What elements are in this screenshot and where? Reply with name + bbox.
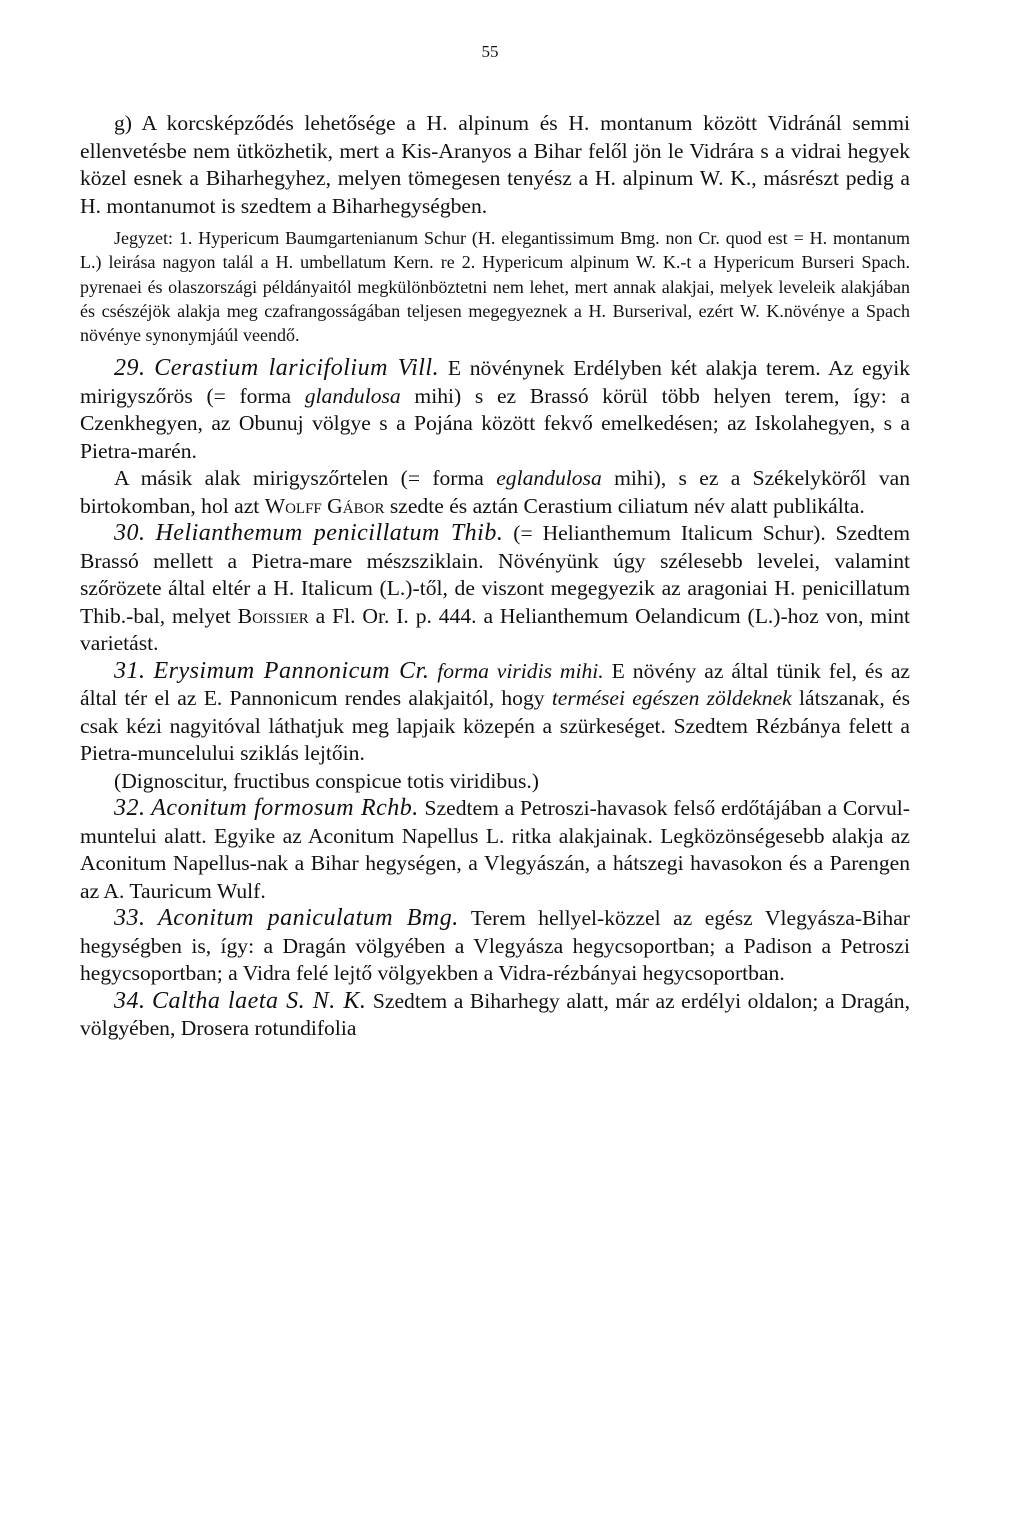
italic-31b: termései egészen zöldeknek [551,686,792,711]
author-boissier: Boissier [237,603,309,628]
entry-number-30: 30. [114,520,146,547]
text-34: Szedtem a Biharhegy alatt, már az erdélyi oldalon; a Dragán, völgyében, Drosera rotundifolia [80,988,910,1041]
paragraph-33 [80,905,910,988]
text-32: Szedtem a Petroszi-havasok felső erdőtájában a Corvul-muntelui alatt. Egyike az Aconitum Napellus L. ritka alakjainak. Legközönségesebb alakja az Aconitum Napellus-nak a Bihar hegységen, a Vlegyászán, a hátszegi havasokon és a Parengen az A. Tauricum Wulf. [80,796,910,903]
entry-number-33: 33. [114,905,146,932]
author-wolff: Wolff Gábor [264,493,385,518]
text-29c: A másik alak mirigyszőrtelen (= forma [114,466,497,491]
paragraph-29 [80,355,910,465]
text-29d: mihi), s ez a Székelyköről van birtokomban, hol azt [80,466,910,518]
paragraph-31b: (Dignoscitur, fructibus conspicue totis viridibus.) [114,768,539,793]
entry-number-34: 34. [114,987,146,1014]
entry-number-32: 32. [114,795,146,822]
body-text [80,110,910,1043]
paragraph-32 [80,795,910,905]
paragraph-34 [80,988,910,1043]
text-30a: (= Helianthemum Italicum Schur). Szedtem Brassó mellett a Pietra-mare mészsziklain. Növényünk úgy szélesebb levelei, valamint szőrözete által eltér a H. Italicum (L.)-től, de viszont megegyezik az aragoniai H. penicillatum Thib.-bal, melyet [80,521,911,628]
species-title-33: Aconitum paniculatum Bmg. [158,905,459,932]
entry-number-31: 31. [114,657,146,684]
paragraph-g: g) A korcsképződés lehetősége a H. alpinum és H. montanum között Vidránál semmi ellenvetésbe nem ütközhetik, mert a Kis-Aranyos a Bihar felől jön le Vidrára s a vidrai hegyek közel esnek a Biharhegyhez, melyen tömegesen tenyész a H. alpinum W. K., másrészt pedig a H. montanumot is szedtem a Biharhegységben. [80,111,910,218]
species-title-34: Caltha laeta S. N. K. [152,987,367,1014]
text-31a: E növény az által tünik fel, és az által tér el az E. Pannonicum rendes alakjaitól, hogy [80,658,910,711]
paragraph-29b [80,465,910,520]
species-title-31: Erysimum Pannonicum Cr. [153,657,430,684]
species-title-32: Aconitum formosum Rchb. [151,795,419,822]
paragraph-31 [80,658,910,768]
text-30b: a Fl. Or. I. p. 444. a Helianthemum Oelandicum (L.)-hoz von, mint varietást. [80,603,910,656]
italic-31a: forma viridis mihi. [429,658,604,683]
paragraph-30 [80,520,910,658]
text-29b: mihi) s ez Brassó körül több helyen terem, így: a Czenkhegyen, az Obunuj völgye s a Pojána között fekvő emelkedésen; az Iskolahegyen, s a Pietra-marén. [80,383,910,463]
footnote: Jegyzet: 1. Hypericum Baumgartenianum Schur (H. elegantissimum Bmg. non Cr. quod est = H. montanum L.) leirása nagyon talál a H. umbellatum Kern. re 2. Hypericum alpinum W. K.-t a Hypericum Burseri Spach. pyrenaei és olaszországi példányaitól megkülönböztetni nem lehet, mert annak alakjai, melyek leveleik alakjában és csészéjök alakja meg czafrangosságában teljesen megegyeznek a H. Burserival, ezért W. K.növénye a Spach növénye synonymjáúl veendő. [80,228,910,346]
text-29a: E növénynek Erdélyben két alakja terem. Az egyik mirigyszőrös (= forma [80,356,910,408]
entry-number-29: 29. [114,355,146,382]
text-29e: szedte és aztán Cerastium ciliatum név alatt publikálta. [384,493,865,518]
italic-29: glandulosa [304,383,401,408]
italic-29b: eglandulosa [496,466,602,491]
species-title-29: Cerastium laricifolium Vill. [154,355,440,382]
species-title-30: Helianthemum penicillatum Thib. [155,520,504,547]
text-31b: látszanak, és csak kézi nagyitóval láthatjuk meg lapjaik közepén a szürkeséget. Szedtem Rézbánya felett a Pietra-muncelului sziklás lejtőin. [80,686,910,766]
text-33: Terem hellyel-közzel az egész Vlegyásza-Bihar hegységben is, így: a Dragán völgyében a Vlegyásza hegycsoportban; a Padison a Petroszi hegycsoportban; a Vidra felé lejtő völgyekben a Vidra-rézbányai hegycsoportban. [80,906,910,986]
page-number: 55 [481,42,499,61]
